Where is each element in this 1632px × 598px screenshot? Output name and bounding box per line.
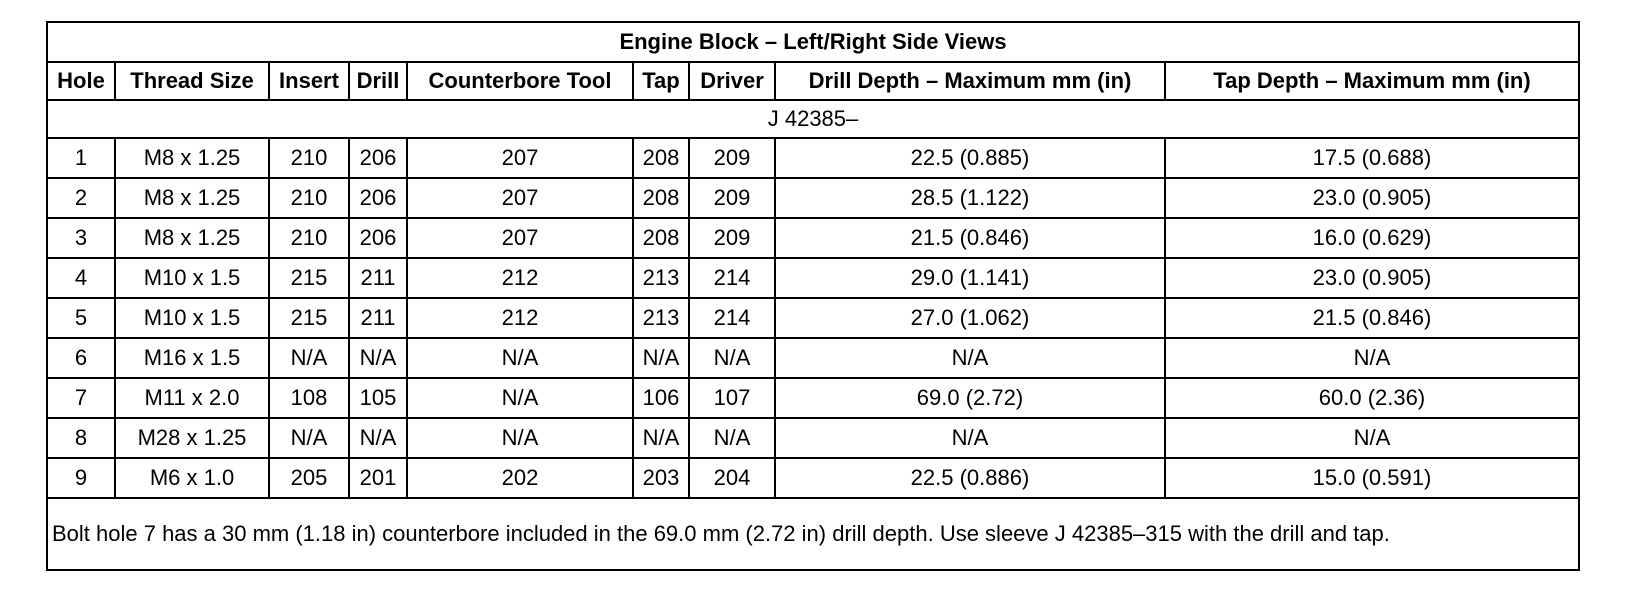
- cell-insert: 215: [269, 298, 349, 338]
- cell-tap: 208: [633, 178, 689, 218]
- cell-tap: N/A: [633, 338, 689, 378]
- cell-drill: 105: [349, 378, 407, 418]
- cell-insert: 210: [269, 138, 349, 178]
- cell-insert: 205: [269, 458, 349, 498]
- table-row: [47, 178, 1579, 218]
- cell-tap-depth: 23.0 (0.905): [1165, 178, 1579, 218]
- table-title: Engine Block – Left/Right Side Views: [47, 22, 1579, 62]
- cell-drill-depth: 69.0 (2.72): [775, 378, 1165, 418]
- cell-thread-size: M6 x 1.0: [115, 458, 269, 498]
- cell-insert: 215: [269, 258, 349, 298]
- cell-drill: 206: [349, 138, 407, 178]
- cell-driver: N/A: [689, 338, 775, 378]
- cell-tap: 213: [633, 298, 689, 338]
- cell-hole: 5: [47, 298, 115, 338]
- cell-hole: 1: [47, 138, 115, 178]
- table-note: Bolt hole 7 has a 30 mm (1.18 in) counterbore included in the 69.0 mm (2.72 in) drill depth. Use sleeve J 42385–315 with the drill and tap.: [47, 498, 1579, 570]
- cell-tap: 106: [633, 378, 689, 418]
- table-row: [47, 298, 1579, 338]
- engine-block-spec-table: [46, 21, 1580, 571]
- cell-driver: 214: [689, 298, 775, 338]
- header-tap: Tap: [633, 62, 689, 100]
- cell-counterbore-tool: 212: [407, 258, 633, 298]
- table-row: [47, 258, 1579, 298]
- cell-driver: 209: [689, 138, 775, 178]
- table-row: [47, 378, 1579, 418]
- cell-tap-depth: 15.0 (0.591): [1165, 458, 1579, 498]
- cell-hole: 3: [47, 218, 115, 258]
- cell-thread-size: M16 x 1.5: [115, 338, 269, 378]
- cell-thread-size: M28 x 1.25: [115, 418, 269, 458]
- header-drill-depth: Drill Depth – Maximum mm (in): [775, 62, 1165, 100]
- header-thread-size: Thread Size: [115, 62, 269, 100]
- cell-driver: 209: [689, 178, 775, 218]
- cell-tap: N/A: [633, 418, 689, 458]
- cell-drill-depth: 29.0 (1.141): [775, 258, 1165, 298]
- cell-counterbore-tool: 212: [407, 298, 633, 338]
- table-title-row: [47, 22, 1579, 62]
- table-header-row: [47, 62, 1579, 100]
- cell-hole: 8: [47, 418, 115, 458]
- cell-insert: 108: [269, 378, 349, 418]
- table-row: [47, 418, 1579, 458]
- cell-driver: N/A: [689, 418, 775, 458]
- header-driver: Driver: [689, 62, 775, 100]
- table-row: [47, 338, 1579, 378]
- cell-counterbore-tool: 207: [407, 138, 633, 178]
- cell-drill: 206: [349, 218, 407, 258]
- cell-driver: 209: [689, 218, 775, 258]
- cell-hole: 7: [47, 378, 115, 418]
- cell-counterbore-tool: N/A: [407, 378, 633, 418]
- cell-hole: 2: [47, 178, 115, 218]
- cell-counterbore-tool: 202: [407, 458, 633, 498]
- cell-driver: 204: [689, 458, 775, 498]
- cell-thread-size: M10 x 1.5: [115, 298, 269, 338]
- cell-insert: N/A: [269, 338, 349, 378]
- cell-driver: 214: [689, 258, 775, 298]
- cell-drill-depth: 28.5 (1.122): [775, 178, 1165, 218]
- cell-drill-depth: N/A: [775, 418, 1165, 458]
- cell-counterbore-tool: 207: [407, 218, 633, 258]
- cell-hole: 9: [47, 458, 115, 498]
- cell-drill: N/A: [349, 338, 407, 378]
- cell-tap-depth: 21.5 (0.846): [1165, 298, 1579, 338]
- cell-tap-depth: N/A: [1165, 418, 1579, 458]
- header-insert: Insert: [269, 62, 349, 100]
- cell-insert: 210: [269, 178, 349, 218]
- cell-thread-size: M8 x 1.25: [115, 178, 269, 218]
- cell-thread-size: M10 x 1.5: [115, 258, 269, 298]
- cell-drill: 211: [349, 298, 407, 338]
- cell-hole: 6: [47, 338, 115, 378]
- table-row: [47, 458, 1579, 498]
- cell-drill: 201: [349, 458, 407, 498]
- cell-thread-size: M8 x 1.25: [115, 138, 269, 178]
- cell-insert: N/A: [269, 418, 349, 458]
- cell-thread-size: M8 x 1.25: [115, 218, 269, 258]
- tool-kit-label: J 42385–: [47, 100, 1579, 138]
- cell-tap: 203: [633, 458, 689, 498]
- cell-thread-size: M11 x 2.0: [115, 378, 269, 418]
- cell-drill: 211: [349, 258, 407, 298]
- cell-tap-depth: 23.0 (0.905): [1165, 258, 1579, 298]
- cell-hole: 4: [47, 258, 115, 298]
- cell-drill: 206: [349, 178, 407, 218]
- cell-tap: 208: [633, 218, 689, 258]
- cell-counterbore-tool: 207: [407, 178, 633, 218]
- header-tap-depth: Tap Depth – Maximum mm (in): [1165, 62, 1579, 100]
- header-counterbore-tool: Counterbore Tool: [407, 62, 633, 100]
- cell-tap-depth: 17.5 (0.688): [1165, 138, 1579, 178]
- table-note-row: [47, 498, 1579, 570]
- cell-drill-depth: 22.5 (0.885): [775, 138, 1165, 178]
- cell-drill: N/A: [349, 418, 407, 458]
- cell-insert: 210: [269, 218, 349, 258]
- cell-counterbore-tool: N/A: [407, 418, 633, 458]
- cell-drill-depth: 21.5 (0.846): [775, 218, 1165, 258]
- table-row: [47, 218, 1579, 258]
- cell-counterbore-tool: N/A: [407, 338, 633, 378]
- cell-tap: 213: [633, 258, 689, 298]
- cell-tap-depth: 16.0 (0.629): [1165, 218, 1579, 258]
- tool-kit-group-row: [47, 100, 1579, 138]
- cell-tap-depth: 60.0 (2.36): [1165, 378, 1579, 418]
- header-drill: Drill: [349, 62, 407, 100]
- cell-drill-depth: 27.0 (1.062): [775, 298, 1165, 338]
- cell-tap-depth: N/A: [1165, 338, 1579, 378]
- table-row: [47, 138, 1579, 178]
- cell-drill-depth: N/A: [775, 338, 1165, 378]
- cell-driver: 107: [689, 378, 775, 418]
- cell-tap: 208: [633, 138, 689, 178]
- header-hole: Hole: [47, 62, 115, 100]
- cell-drill-depth: 22.5 (0.886): [775, 458, 1165, 498]
